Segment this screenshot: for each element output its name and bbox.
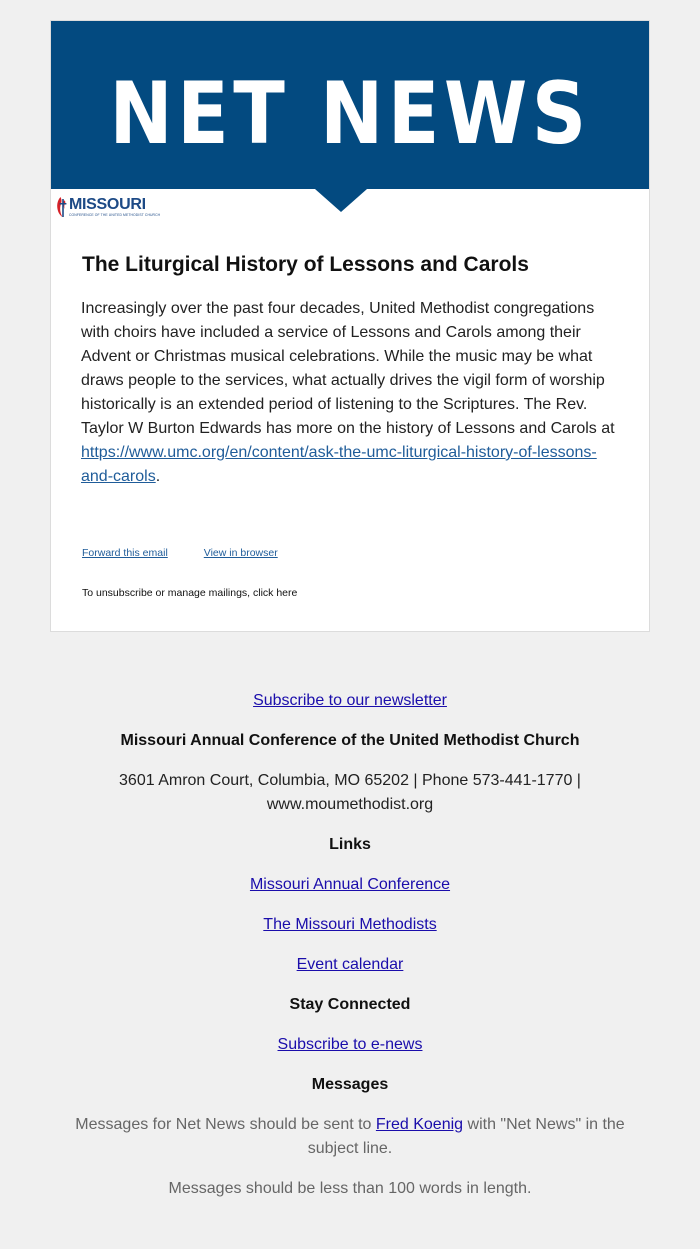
logo-subtitle: CONFERENCE OF THE UNITED METHODIST CHURCH — [69, 213, 161, 217]
logo-word: MISSOURI — [69, 196, 146, 213]
org-address: 3601 Amron Court, Columbia, MO 65202 | Phone 573-441-1770 | www.moumethodist.org — [119, 772, 581, 813]
article-title: The Liturgical History of Lessons and Carols — [82, 253, 529, 276]
view-in-browser-link[interactable]: View in browser — [203, 547, 278, 559]
messages-text-after: with "Net News" in the subject line. — [307, 1116, 625, 1157]
cross-and-flame-icon — [56, 196, 68, 218]
messages-length-note: Messages should be less than 100 words in length. — [168, 1180, 532, 1197]
footer-link-missouri-annual-conference[interactable]: Missouri Annual Conference — [249, 876, 451, 893]
footer-link-missouri-methodists[interactable]: The Missouri Methodists — [263, 916, 437, 933]
links-heading: Links — [329, 836, 371, 853]
net-news-banner — [51, 21, 649, 189]
article-link[interactable]: https://www.umc.org/en/content/ask-the-umc-liturgical-history-of-lessons-and-carols — [81, 444, 597, 485]
messages-instructions — [60, 1113, 640, 1161]
footer-link-event-calendar[interactable]: Event calendar — [296, 956, 404, 973]
messages-heading: Messages — [311, 1076, 389, 1093]
email-action-links — [82, 546, 278, 560]
subscribe-enews-link[interactable]: Subscribe to e-news — [277, 1036, 423, 1053]
banner-title: NET NEWS — [109, 64, 591, 164]
org-name: Missouri Annual Conference of the United Methodist Church — [120, 732, 580, 749]
article-body-trailing: . — [155, 468, 161, 485]
messages-text-before: Messages for Net News should be sent to — [75, 1116, 376, 1133]
banner-pointer — [315, 189, 367, 212]
missouri-logo — [56, 196, 160, 218]
footer — [60, 689, 640, 1217]
subscribe-newsletter-link[interactable]: Subscribe to our newsletter — [253, 692, 447, 709]
article-body — [81, 297, 626, 489]
article-body-text: Increasingly over the past four decades, United Methodist congregations with choirs have included a service of Lessons and Carols among their Advent or Christmas musical celebrations. While the music may be what draws people to the services, what actually drives the vigil form of worship historically is an extended period of listening to the Scriptures. The Rev. Taylor W Burton Edwards has more on the history of Lessons and Carols at — [81, 300, 615, 437]
contact-fred-koenig-link[interactable]: Fred Koenig — [375, 1116, 464, 1133]
stay-connected-heading: Stay Connected — [289, 996, 411, 1013]
newsletter-card — [50, 20, 650, 632]
unsubscribe-link[interactable]: To unsubscribe or manage mailings, click here — [82, 587, 298, 599]
forward-email-link[interactable]: Forward this email — [82, 547, 168, 559]
logo-text — [69, 196, 160, 217]
